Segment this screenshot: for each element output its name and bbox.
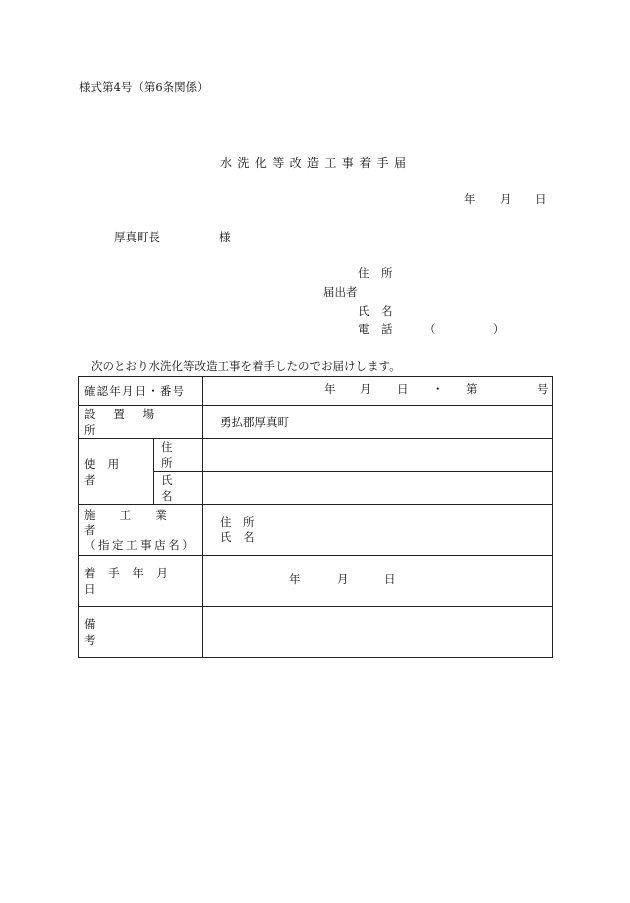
remarks-label: 備考 xyxy=(84,617,178,647)
location-label-text: 設置場所 xyxy=(84,407,172,437)
row-location xyxy=(79,406,553,439)
row-user-address xyxy=(79,439,553,472)
user-name-value[interactable] xyxy=(203,472,553,505)
confirm-label-text: 確認年月日・番号 xyxy=(84,384,186,398)
contractor-name-label: 氏 名 xyxy=(220,530,255,544)
user-name-label: 氏名 xyxy=(161,473,183,503)
confirm-dai: 第 xyxy=(466,382,478,396)
row-confirmation xyxy=(79,377,553,406)
confirm-label xyxy=(84,383,197,399)
location-label xyxy=(84,406,197,438)
contractor-label-1: 施工業者 xyxy=(84,507,191,537)
notifier-name-label: 氏 名 xyxy=(358,304,393,318)
user-address-value[interactable] xyxy=(203,439,553,472)
notifier-address-label: 住 所 xyxy=(358,266,393,280)
user-label: 使用者 xyxy=(84,456,132,487)
start-month: 月 xyxy=(337,572,349,586)
document-title: 水洗化等改造工事着手届 xyxy=(220,156,412,170)
date-day: 日 xyxy=(535,192,547,206)
contractor-address-label: 住 所 xyxy=(220,515,255,529)
confirm-day: 日 xyxy=(397,382,409,396)
notifier-phone-parens: （ ） xyxy=(424,322,511,336)
confirm-month: 月 xyxy=(360,382,372,396)
notifier-role-label: 届出者 xyxy=(323,285,358,299)
notification-table xyxy=(78,376,553,658)
confirm-year: 年 xyxy=(324,382,336,396)
row-contractor xyxy=(79,505,553,556)
date-month: 月 xyxy=(500,192,512,206)
intro-text: 次のとおり水洗化等改造工事を着手したのでお届けします。 xyxy=(91,359,401,373)
addressee-name: 厚真町長 xyxy=(114,230,160,244)
form-number: 様式第4号（第6条関係） xyxy=(79,80,209,94)
date-year: 年 xyxy=(464,192,476,206)
start-day: 日 xyxy=(384,572,396,586)
confirm-dot: ・ xyxy=(432,382,444,396)
addressee-honorific: 様 xyxy=(219,230,231,244)
contractor-label-2: （指定工事店名） xyxy=(84,537,197,552)
location-value[interactable]: 勇払郡厚真町 xyxy=(203,406,553,439)
user-address-label: 住所 xyxy=(161,440,183,470)
confirm-go: 号 xyxy=(537,382,549,396)
confirm-value-cell[interactable] xyxy=(203,377,553,406)
start-year: 年 xyxy=(289,572,301,586)
start-date-value-cell[interactable] xyxy=(203,556,553,607)
notifier-phone-label: 電 話 xyxy=(358,322,393,336)
row-remarks xyxy=(79,607,553,658)
remarks-value[interactable] xyxy=(203,607,553,658)
row-start-date xyxy=(79,556,553,607)
contractor-value-cell[interactable] xyxy=(203,505,553,556)
start-date-label: 着手年月日 xyxy=(84,566,181,596)
